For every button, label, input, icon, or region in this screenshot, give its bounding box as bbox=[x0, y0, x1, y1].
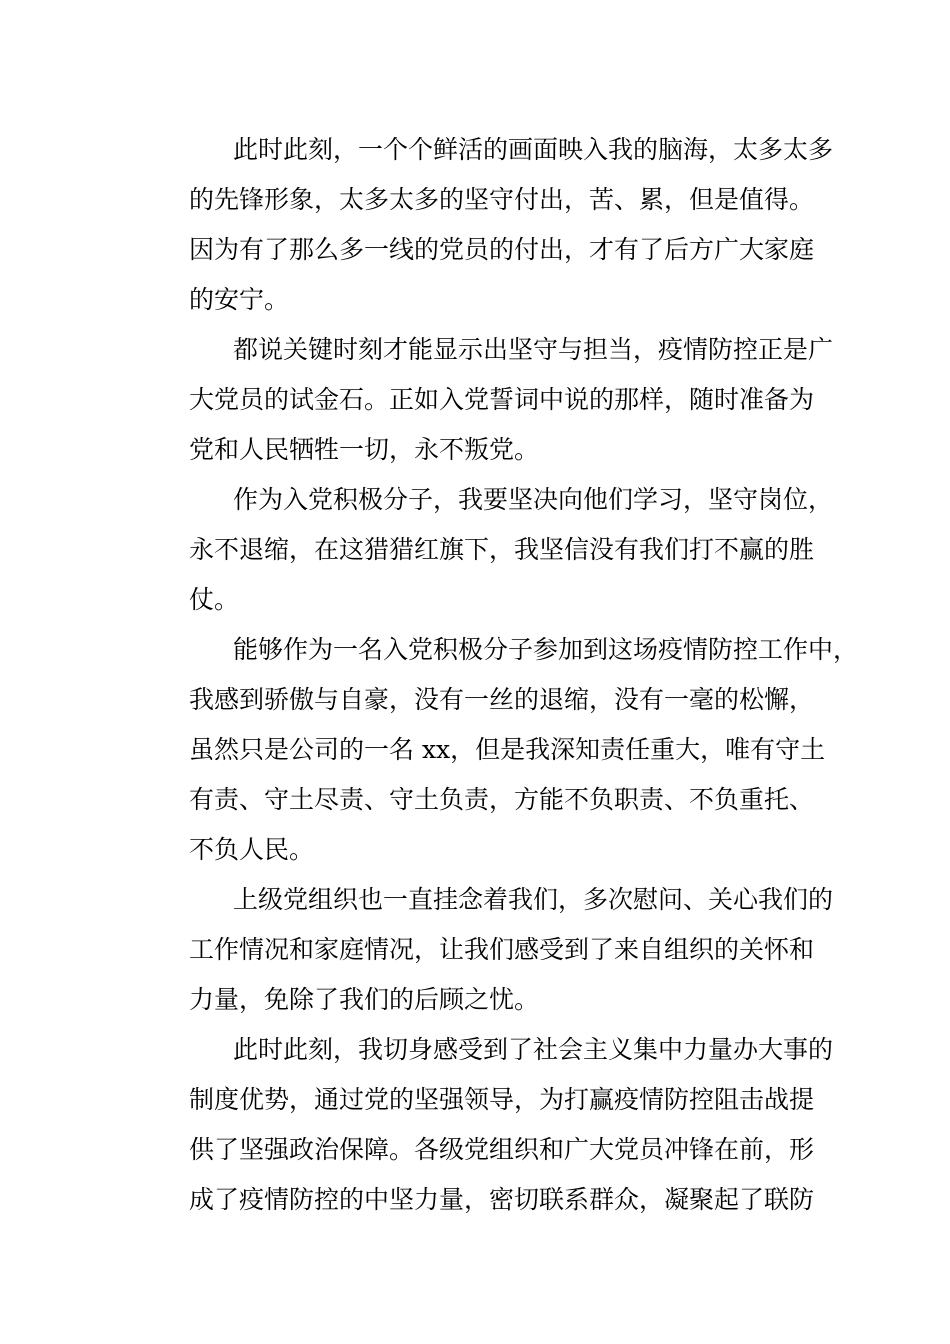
text-line: 工作情况和家庭情况，让我们感受到了来自组织的关怀和 bbox=[189, 935, 815, 964]
paragraph-3 bbox=[145, 475, 834, 625]
paragraph-6 bbox=[145, 1025, 834, 1225]
paragraph-4 bbox=[145, 625, 859, 875]
text-line: 因为有了那么多一线的党员的付出，才有了后方广大家庭 bbox=[189, 235, 815, 264]
text-line: 不负人民。 bbox=[189, 835, 315, 864]
paragraph-5 bbox=[145, 875, 834, 1025]
text-line: 虽然只是公司的一名 xx，但是我深知责任重大，唯有守土 bbox=[189, 735, 826, 764]
text-line: 有责、守土尽责、守土负责，方能不负职责、不负重托、 bbox=[189, 785, 815, 814]
paragraph-2 bbox=[145, 325, 834, 475]
text-line: 制度优势，通过党的坚强领导，为打赢疫情防控阻击战提 bbox=[189, 1085, 815, 1114]
text-line: 党和人民牺牲一切，永不叛党。 bbox=[189, 435, 540, 464]
text-line: 能够作为一名入党积极分子参加到这场疫情防控工作中， bbox=[233, 635, 859, 664]
document-page bbox=[145, 125, 859, 1225]
text-line: 成了疫情防控的中坚力量，密切联系群众，凝聚起了联防 bbox=[189, 1185, 815, 1214]
text-line: 力量，免除了我们的后顾之忧。 bbox=[189, 985, 540, 1014]
text-line: 的先锋形象，太多太多的坚守付出，苦、累，但是值得。 bbox=[189, 185, 815, 214]
text-line: 都说关键时刻才能显示出坚守与担当，疫情防控正是广 bbox=[233, 335, 834, 364]
paragraph-1 bbox=[145, 125, 834, 325]
text-line: 仗。 bbox=[189, 585, 240, 614]
text-line: 永不退缩，在这猎猎红旗下，我坚信没有我们打不赢的胜 bbox=[189, 535, 815, 564]
text-line: 此时此刻，一个个鲜活的画面映入我的脑海，太多太多 bbox=[233, 135, 834, 164]
text-line: 我感到骄傲与自豪，没有一丝的退缩，没有一毫的松懈， bbox=[189, 685, 815, 714]
text-line: 作为入党积极分子，我要坚决向他们学习，坚守岗位， bbox=[233, 485, 834, 514]
text-line: 此时此刻，我切身感受到了社会主义集中力量办大事的 bbox=[233, 1035, 834, 1064]
text-line: 上级党组织也一直挂念着我们，多次慰问、关心我们的 bbox=[233, 885, 834, 914]
text-line: 供了坚强政治保障。各级党组织和广大党员冲锋在前，形 bbox=[189, 1135, 815, 1164]
text-line: 大党员的试金石。正如入党誓词中说的那样，随时准备为 bbox=[189, 385, 815, 414]
text-line: 的安宁。 bbox=[189, 285, 290, 314]
